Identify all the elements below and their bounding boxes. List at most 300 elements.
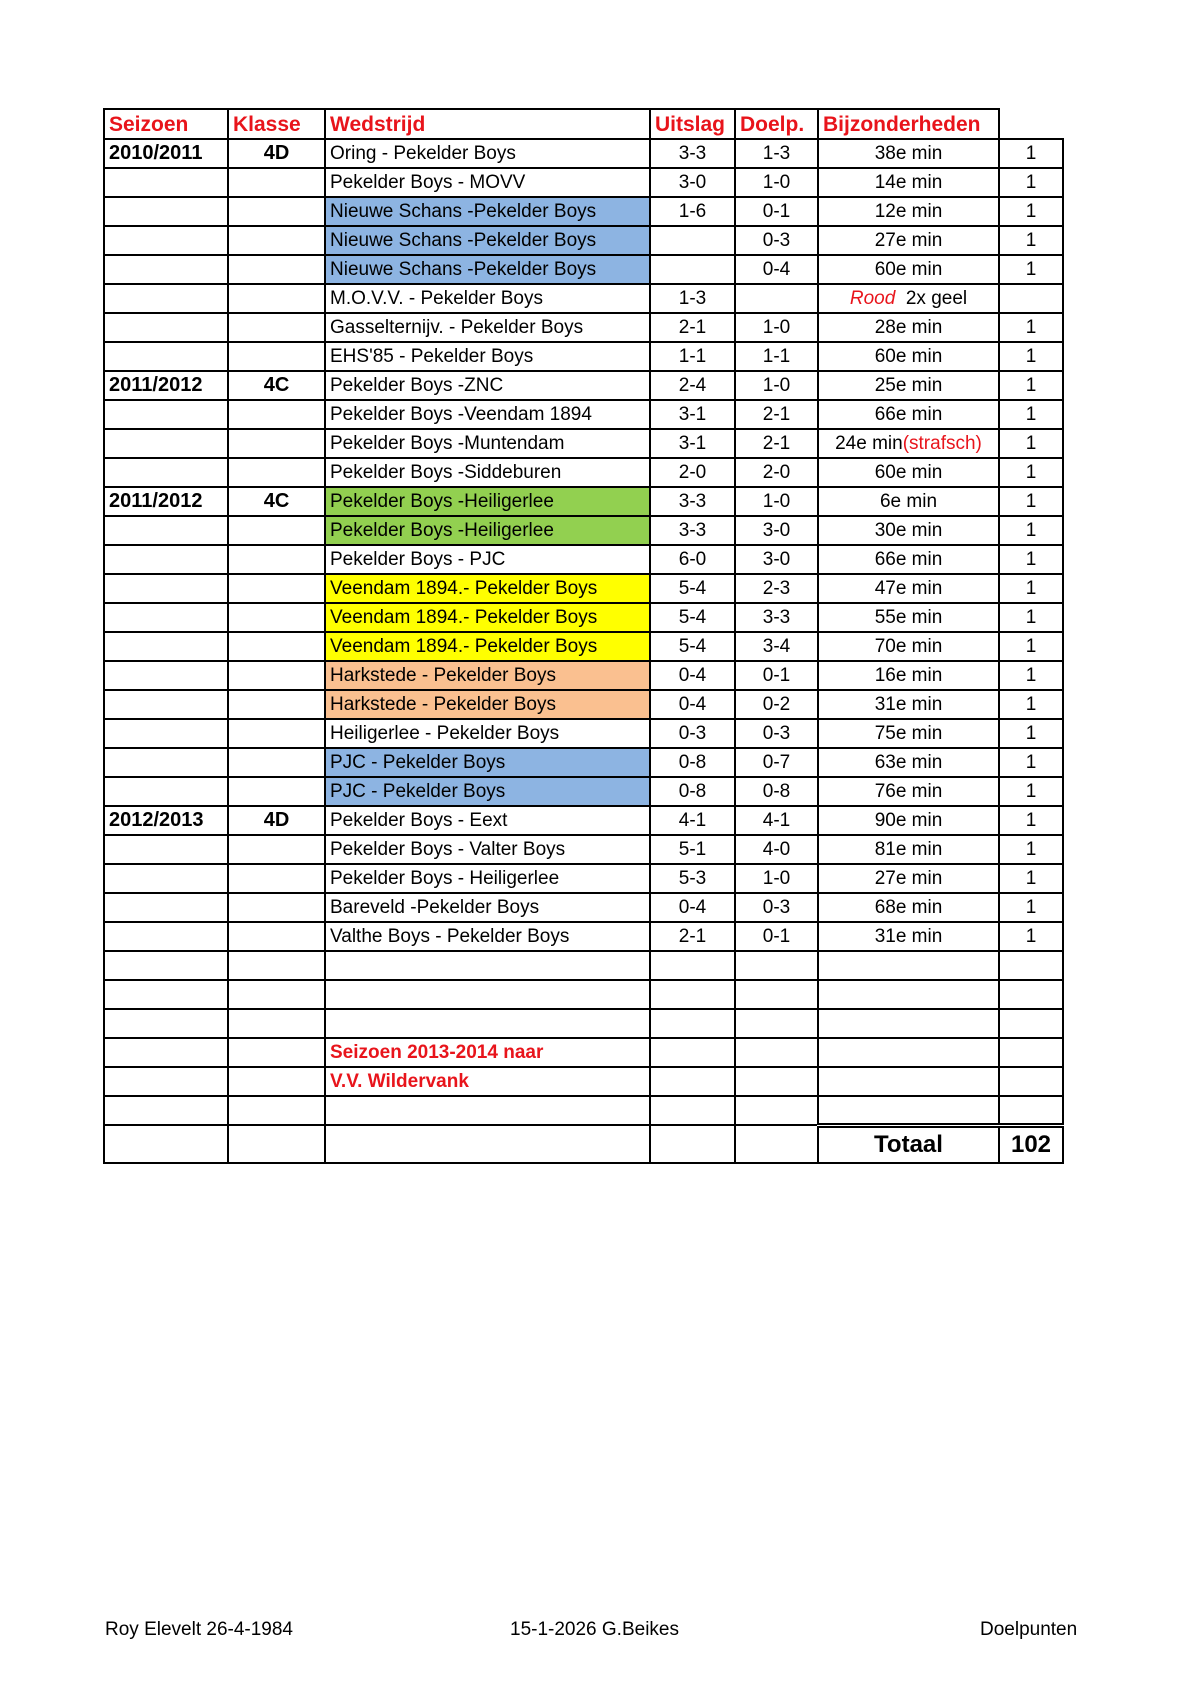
season-cell xyxy=(104,197,228,226)
goal-cell: 3-4 xyxy=(735,632,818,661)
season-cell xyxy=(104,458,228,487)
klasse-cell xyxy=(228,864,325,893)
count-cell: 1 xyxy=(999,168,1063,197)
match-cell: Pekelder Boys -Veendam 1894 xyxy=(325,400,650,429)
count-cell: 1 xyxy=(999,139,1063,168)
match-cell: PJC - Pekelder Boys xyxy=(325,777,650,806)
count-cell: 1 xyxy=(999,603,1063,632)
detail-text: 6e min xyxy=(879,491,938,512)
score-cell: 0-8 xyxy=(650,777,735,806)
count-cell: 1 xyxy=(999,545,1063,574)
detail-text: 60e min xyxy=(874,462,943,483)
total-empty-5 xyxy=(735,1125,818,1163)
header-seizoen: Seizoen xyxy=(104,109,228,139)
goal-cell: 2-1 xyxy=(735,429,818,458)
detail-text: 38e min xyxy=(874,143,943,164)
klasse-cell xyxy=(228,748,325,777)
score-cell: 1-1 xyxy=(650,342,735,371)
count-cell: 1 xyxy=(999,661,1063,690)
score-cell xyxy=(650,1038,735,1067)
goal-cell xyxy=(735,284,818,313)
season-cell xyxy=(104,1009,228,1038)
detail-cell xyxy=(818,197,999,226)
detail-text: 14e min xyxy=(874,172,943,193)
detail-text: 47e min xyxy=(874,578,943,599)
detail-text: 55e min xyxy=(874,607,943,628)
match-cell: Valthe Boys - Pekelder Boys xyxy=(325,922,650,951)
score-cell: 6-0 xyxy=(650,545,735,574)
table-row xyxy=(104,806,1063,835)
season-cell xyxy=(104,574,228,603)
detail-cell xyxy=(818,545,999,574)
goal-cell: 1-0 xyxy=(735,487,818,516)
detail-cell xyxy=(818,371,999,400)
table-row xyxy=(104,429,1063,458)
count-cell: 1 xyxy=(999,690,1063,719)
season-cell xyxy=(104,516,228,545)
match-cell: Pekelder Boys -Heiligerlee xyxy=(325,487,650,516)
match-cell xyxy=(325,1009,650,1038)
klasse-cell: 4C xyxy=(228,487,325,516)
score-cell: 0-4 xyxy=(650,661,735,690)
detail-cell xyxy=(818,777,999,806)
goal-cell: 2-0 xyxy=(735,458,818,487)
detail-cell xyxy=(818,139,999,168)
footer-center: 15-1-2026 G.Beikes xyxy=(510,1619,679,1640)
goal-cell: 3-0 xyxy=(735,516,818,545)
klasse-cell xyxy=(228,545,325,574)
goal-cell: 0-3 xyxy=(735,893,818,922)
detail-text: 75e min xyxy=(874,723,943,744)
season-cell xyxy=(104,1067,228,1096)
season-cell xyxy=(104,1038,228,1067)
detail-cell xyxy=(818,516,999,545)
count-cell: 1 xyxy=(999,806,1063,835)
detail-cell xyxy=(818,893,999,922)
goal-cell xyxy=(735,1009,818,1038)
score-cell: 3-1 xyxy=(650,400,735,429)
count-cell: 1 xyxy=(999,864,1063,893)
table-row xyxy=(104,516,1063,545)
total-label: Totaal xyxy=(818,1125,999,1163)
card-red-label: Rood xyxy=(849,288,896,309)
season-cell xyxy=(104,864,228,893)
klasse-cell xyxy=(228,313,325,342)
season-cell xyxy=(104,835,228,864)
goal-cell: 1-1 xyxy=(735,342,818,371)
season-cell xyxy=(104,922,228,951)
total-empty-3 xyxy=(325,1125,650,1163)
table-row xyxy=(104,284,1063,313)
detail-cell xyxy=(818,168,999,197)
klasse-cell xyxy=(228,632,325,661)
detail-cell xyxy=(818,864,999,893)
score-cell: 5-4 xyxy=(650,603,735,632)
table-row xyxy=(104,255,1063,284)
detail-text: 2x geel xyxy=(905,288,968,309)
detail-cell xyxy=(818,806,999,835)
note-cell: V.V. Wildervank xyxy=(325,1067,650,1096)
score-cell: 0-8 xyxy=(650,748,735,777)
goal-cell: 0-4 xyxy=(735,255,818,284)
score-cell: 3-3 xyxy=(650,487,735,516)
season-cell xyxy=(104,313,228,342)
table-row xyxy=(104,1009,1063,1038)
detail-text: 76e min xyxy=(874,781,943,802)
detail-text: 60e min xyxy=(874,346,943,367)
season-cell: 2012/2013 xyxy=(104,806,228,835)
detail-text: 30e min xyxy=(874,520,943,541)
season-cell xyxy=(104,690,228,719)
detail-text: 27e min xyxy=(874,868,943,889)
klasse-cell xyxy=(228,893,325,922)
season-cell: 2010/2011 xyxy=(104,139,228,168)
goal-cell: 4-0 xyxy=(735,835,818,864)
goal-cell xyxy=(735,1067,818,1096)
detail-text: 27e min xyxy=(874,230,943,251)
detail-text: 24e min xyxy=(835,433,903,454)
table-row xyxy=(104,313,1063,342)
count-cell: 1 xyxy=(999,487,1063,516)
detail-cell xyxy=(818,951,999,980)
season-cell xyxy=(104,980,228,1009)
season-cell xyxy=(104,284,228,313)
match-cell xyxy=(325,1096,650,1125)
klasse-cell xyxy=(228,980,325,1009)
table-row xyxy=(104,1067,1063,1096)
goal-cell: 3-3 xyxy=(735,603,818,632)
count-cell xyxy=(999,1038,1063,1067)
footer-right: Doelpunten xyxy=(980,1619,1078,1640)
table-body xyxy=(104,139,1063,1125)
detail-cell xyxy=(818,458,999,487)
score-cell: 3-3 xyxy=(650,139,735,168)
detail-cell xyxy=(818,1009,999,1038)
score-cell xyxy=(650,951,735,980)
match-cell: Pekelder Boys - MOVV xyxy=(325,168,650,197)
goal-cell: 1-0 xyxy=(735,864,818,893)
score-cell: 1-6 xyxy=(650,197,735,226)
header-row xyxy=(104,109,1063,139)
goal-cell: 0-1 xyxy=(735,661,818,690)
detail-cell xyxy=(818,603,999,632)
score-cell: 2-4 xyxy=(650,371,735,400)
match-cell: Harkstede - Pekelder Boys xyxy=(325,661,650,690)
header-klasse: Klasse xyxy=(228,109,325,139)
count-cell: 1 xyxy=(999,893,1063,922)
header-uitslag: Uitslag xyxy=(650,109,735,139)
klasse-cell xyxy=(228,168,325,197)
score-cell: 2-0 xyxy=(650,458,735,487)
count-cell xyxy=(999,1096,1063,1125)
match-cell: Gasselternijv. - Pekelder Boys xyxy=(325,313,650,342)
season-cell xyxy=(104,226,228,255)
klasse-cell xyxy=(228,400,325,429)
klasse-cell xyxy=(228,951,325,980)
season-cell xyxy=(104,342,228,371)
match-cell: Pekelder Boys -Heiligerlee xyxy=(325,516,650,545)
total-value: 102 xyxy=(999,1125,1063,1163)
klasse-cell: 4D xyxy=(228,806,325,835)
score-cell xyxy=(650,1067,735,1096)
match-cell: Veendam 1894.- Pekelder Boys xyxy=(325,574,650,603)
klasse-cell xyxy=(228,429,325,458)
count-cell: 1 xyxy=(999,748,1063,777)
goal-cell: 0-8 xyxy=(735,777,818,806)
note-cell: Seizoen 2013-2014 naar xyxy=(325,1038,650,1067)
total-empty-1 xyxy=(104,1125,228,1163)
count-cell: 1 xyxy=(999,719,1063,748)
klasse-cell xyxy=(228,197,325,226)
table-row xyxy=(104,748,1063,777)
count-cell: 1 xyxy=(999,255,1063,284)
detail-cell xyxy=(818,1096,999,1125)
score-cell: 2-1 xyxy=(650,313,735,342)
table-row xyxy=(104,893,1063,922)
table-row xyxy=(104,690,1063,719)
detail-cell xyxy=(818,574,999,603)
season-cell xyxy=(104,661,228,690)
detail-text: 66e min xyxy=(874,549,943,570)
goal-cell xyxy=(735,951,818,980)
score-cell: 3-1 xyxy=(650,429,735,458)
score-cell: 3-3 xyxy=(650,516,735,545)
goal-cell xyxy=(735,980,818,1009)
goal-cell: 0-3 xyxy=(735,719,818,748)
klasse-cell xyxy=(228,1009,325,1038)
table-row xyxy=(104,835,1063,864)
detail-cell xyxy=(818,632,999,661)
table-row xyxy=(104,632,1063,661)
season-cell xyxy=(104,893,228,922)
season-cell xyxy=(104,545,228,574)
klasse-cell xyxy=(228,690,325,719)
goal-cell xyxy=(735,1038,818,1067)
klasse-cell xyxy=(228,255,325,284)
score-cell: 0-3 xyxy=(650,719,735,748)
table-row xyxy=(104,197,1063,226)
count-cell: 1 xyxy=(999,371,1063,400)
table-row xyxy=(104,371,1063,400)
klasse-cell xyxy=(228,226,325,255)
detail-cell xyxy=(818,980,999,1009)
klasse-cell: 4C xyxy=(228,371,325,400)
score-cell: 5-4 xyxy=(650,574,735,603)
score-cell xyxy=(650,226,735,255)
total-empty-4 xyxy=(650,1125,735,1163)
goal-cell: 0-3 xyxy=(735,226,818,255)
table-row xyxy=(104,719,1063,748)
table-row xyxy=(104,777,1063,806)
score-cell xyxy=(650,980,735,1009)
detail-cell xyxy=(818,313,999,342)
klasse-cell xyxy=(228,1096,325,1125)
table-row xyxy=(104,1096,1063,1125)
count-cell xyxy=(999,284,1063,313)
klasse-cell xyxy=(228,574,325,603)
table-row xyxy=(104,458,1063,487)
match-cell: Pekelder Boys - Heiligerlee xyxy=(325,864,650,893)
count-cell: 1 xyxy=(999,574,1063,603)
season-cell xyxy=(104,255,228,284)
detail-cell xyxy=(818,1067,999,1096)
count-cell: 1 xyxy=(999,342,1063,371)
table-row xyxy=(104,487,1063,516)
detail-text: 81e min xyxy=(874,839,943,860)
detail-cell xyxy=(818,835,999,864)
goal-cell: 0-1 xyxy=(735,197,818,226)
count-cell: 1 xyxy=(999,516,1063,545)
table-row xyxy=(104,400,1063,429)
detail-cell xyxy=(818,429,999,458)
season-cell xyxy=(104,748,228,777)
detail-text: 25e min xyxy=(874,375,943,396)
table-row xyxy=(104,168,1063,197)
detail-text: 31e min xyxy=(874,926,943,947)
detail-text: 16e min xyxy=(874,665,943,686)
table-row xyxy=(104,139,1063,168)
klasse-cell xyxy=(228,922,325,951)
goal-cell: 3-0 xyxy=(735,545,818,574)
count-cell: 1 xyxy=(999,429,1063,458)
table-row xyxy=(104,226,1063,255)
count-cell xyxy=(999,1067,1063,1096)
score-cell: 0-4 xyxy=(650,893,735,922)
klasse-cell xyxy=(228,284,325,313)
klasse-cell xyxy=(228,777,325,806)
klasse-cell xyxy=(228,342,325,371)
match-cell: Veendam 1894.- Pekelder Boys xyxy=(325,632,650,661)
header-doelp: Doelp. xyxy=(735,109,818,139)
season-cell xyxy=(104,777,228,806)
match-cell: Nieuwe Schans -Pekelder Boys xyxy=(325,226,650,255)
total-row xyxy=(104,1125,1063,1163)
season-cell xyxy=(104,951,228,980)
score-cell xyxy=(650,255,735,284)
detail-cell xyxy=(818,255,999,284)
detail-text: 31e min xyxy=(874,694,943,715)
detail-text: 66e min xyxy=(874,404,943,425)
season-cell: 2011/2012 xyxy=(104,371,228,400)
detail-text: 70e min xyxy=(874,636,943,657)
table-row xyxy=(104,603,1063,632)
count-cell xyxy=(999,980,1063,1009)
detail-cell xyxy=(818,487,999,516)
match-cell: Pekelder Boys -ZNC xyxy=(325,371,650,400)
goal-cell: 1-0 xyxy=(735,168,818,197)
klasse-cell xyxy=(228,458,325,487)
detail-cell xyxy=(818,922,999,951)
detail-cell xyxy=(818,400,999,429)
match-cell: Veendam 1894.- Pekelder Boys xyxy=(325,603,650,632)
season-cell xyxy=(104,719,228,748)
count-cell: 1 xyxy=(999,632,1063,661)
header-blank xyxy=(999,109,1063,139)
goal-cell: 1-0 xyxy=(735,371,818,400)
match-cell: Nieuwe Schans -Pekelder Boys xyxy=(325,255,650,284)
score-cell: 1-3 xyxy=(650,284,735,313)
match-cell: Nieuwe Schans -Pekelder Boys xyxy=(325,197,650,226)
goal-cell: 0-2 xyxy=(735,690,818,719)
goal-cell: 1-0 xyxy=(735,313,818,342)
goal-cell: 1-3 xyxy=(735,139,818,168)
count-cell: 1 xyxy=(999,226,1063,255)
table-row xyxy=(104,922,1063,951)
table-row xyxy=(104,342,1063,371)
detail-cell xyxy=(818,1038,999,1067)
match-cell: Pekelder Boys - Valter Boys xyxy=(325,835,650,864)
count-cell: 1 xyxy=(999,777,1063,806)
score-cell: 2-1 xyxy=(650,922,735,951)
score-cell: 3-0 xyxy=(650,168,735,197)
count-cell: 1 xyxy=(999,835,1063,864)
count-cell: 1 xyxy=(999,197,1063,226)
match-cell: Bareveld -Pekelder Boys xyxy=(325,893,650,922)
match-cell: Pekelder Boys - Eext xyxy=(325,806,650,835)
count-cell xyxy=(999,951,1063,980)
season-cell xyxy=(104,400,228,429)
count-cell: 1 xyxy=(999,922,1063,951)
detail-cell xyxy=(818,226,999,255)
table-row xyxy=(104,545,1063,574)
count-cell: 1 xyxy=(999,313,1063,342)
season-cell xyxy=(104,603,228,632)
detail-text: 90e min xyxy=(874,810,943,831)
header-bijzonderheden: Bijzonderheden xyxy=(818,109,999,139)
goal-cell xyxy=(735,1096,818,1125)
table-row xyxy=(104,661,1063,690)
detail-cell xyxy=(818,661,999,690)
season-cell xyxy=(104,632,228,661)
table-row xyxy=(104,951,1063,980)
klasse-cell xyxy=(228,603,325,632)
count-cell xyxy=(999,1009,1063,1038)
detail-text: 68e min xyxy=(874,897,943,918)
penalty-label: (strafsch) xyxy=(902,433,982,454)
total-empty-2 xyxy=(228,1125,325,1163)
season-cell xyxy=(104,168,228,197)
match-cell: Harkstede - Pekelder Boys xyxy=(325,690,650,719)
score-cell xyxy=(650,1009,735,1038)
footer-left: Roy Elevelt 26-4-1984 xyxy=(105,1619,293,1640)
score-cell xyxy=(650,1096,735,1125)
detail-cell xyxy=(818,690,999,719)
goal-cell: 4-1 xyxy=(735,806,818,835)
match-cell: M.O.V.V. - Pekelder Boys xyxy=(325,284,650,313)
detail-cell xyxy=(818,284,999,313)
table-row xyxy=(104,864,1063,893)
klasse-cell xyxy=(228,516,325,545)
goal-cell: 0-1 xyxy=(735,922,818,951)
match-cell: Oring - Pekelder Boys xyxy=(325,139,650,168)
detail-text: 63e min xyxy=(874,752,943,773)
table-row xyxy=(104,574,1063,603)
match-cell: Pekelder Boys -Siddeburen xyxy=(325,458,650,487)
season-cell: 2011/2012 xyxy=(104,487,228,516)
season-cell xyxy=(104,1096,228,1125)
goal-cell: 0-7 xyxy=(735,748,818,777)
klasse-cell xyxy=(228,835,325,864)
match-cell: EHS'85 - Pekelder Boys xyxy=(325,342,650,371)
detail-cell xyxy=(818,719,999,748)
klasse-cell xyxy=(228,719,325,748)
goal-cell: 2-3 xyxy=(735,574,818,603)
season-cell xyxy=(104,429,228,458)
count-cell: 1 xyxy=(999,458,1063,487)
header-wedstrijd: Wedstrijd xyxy=(325,109,650,139)
detail-text: 60e min xyxy=(874,259,943,280)
table-row xyxy=(104,1038,1063,1067)
